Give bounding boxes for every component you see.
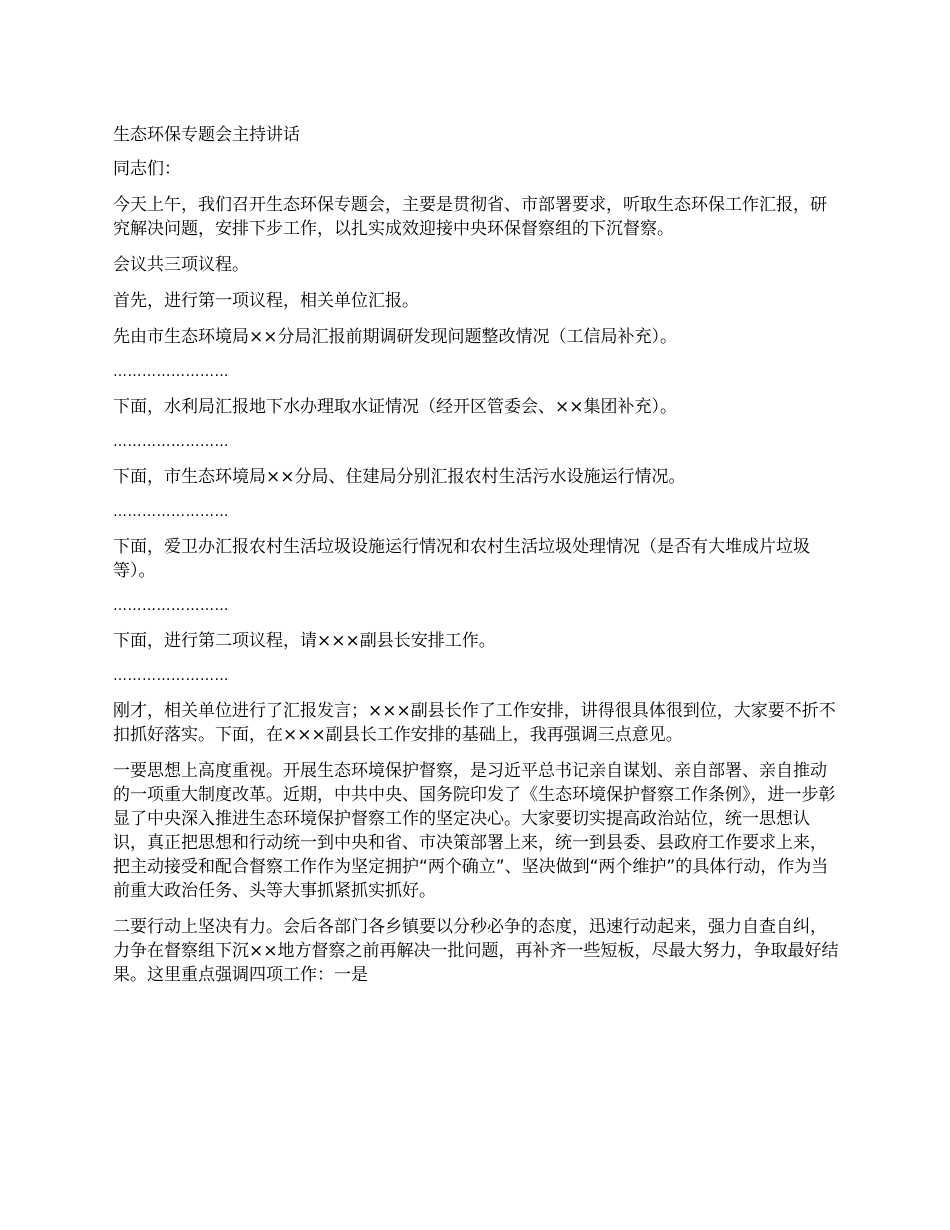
paragraph-report-sewage: 下面，市生态环境局××分局、住建局分别汇报农村生活污水设施运行情况。 [113,467,686,487]
paragraph-agenda-count: 会议共三项议程。 [113,255,249,275]
ellipsis-separator: …………………… [113,598,229,614]
paragraph-report-ecology: 先由市生态环境局××分局汇报前期调研发现问题整改情况（工信局补充）。 [113,327,677,347]
document-title: 生态环保专题会主持讲话 [113,125,300,145]
ellipsis-separator: …………………… [113,434,229,450]
ellipsis-separator: …………………… [113,504,229,520]
paragraph-point-two: 二要行动上坚决有力。会后各部门各乡镇要以分秒必争的态度，迅速行动起来，强力自查自纠，力争在督察组下沉××地方督察之前再解决一批问题，再补齐一些短板，尽最大努力，争取最好结果。这里重点强调四项工作：一是 [113,917,839,985]
paragraph-opening: 今天上午，我们召开生态环保专题会，主要是贯彻省、市部署要求，听取生态环保工作汇报，研究解决问题，安排下步工作，以扎实成效迎接中央环保督察组的下沉督察。 [113,195,827,239]
salutation: 同志们： [113,159,181,179]
paragraph-report-water: 下面，水利局汇报地下水办理取水证情况（经开区管委会、××集团补充）。 [113,397,677,417]
paragraph-report-garbage: 下面，爱卫办汇报农村生活垃圾设施运行情况和农村生活垃圾处理情况（是否有大堆成片垃圾等）。 [113,537,810,581]
paragraph-agenda-two: 下面，进行第二项议程，请×××副县长安排工作。 [113,631,496,651]
paragraph-agenda-one: 首先，进行第一项议程，相关单位汇报。 [113,291,419,311]
ellipsis-separator: …………………… [113,668,229,684]
ellipsis-separator: …………………… [113,364,229,380]
document-body [113,123,843,999]
paragraph-summary: 刚才，相关单位进行了汇报发言；×××副县长作了工作安排，讲得很具体很到位，大家要不折不扣抓好落实。下面，在×××副县长工作安排的基础上，我再强调三点意见。 [113,701,836,745]
paragraph-point-one: 一要思想上高度重视。开展生态环境保护督察，是习近平总书记亲自谋划、亲自部署、亲自推动的一项重大制度改革。近期，中共中央、国务院印发了《生态环境保护督察工作条例》，进一步彰显了中央深入推进生态环境保护督察工作的坚定决心。大家要切实提高政治站位，统一思想认识，真正把思想和行动统一到中央和省、市决策部署上来，统一到县委、县政府工作要求上来，把主动接受和配合督察工作作为坚定拥护“两个确立”、坚决做到“两个维护”的具体行动，作为当前重大政治任务、头等大事抓紧抓实抓好。 [113,761,836,901]
